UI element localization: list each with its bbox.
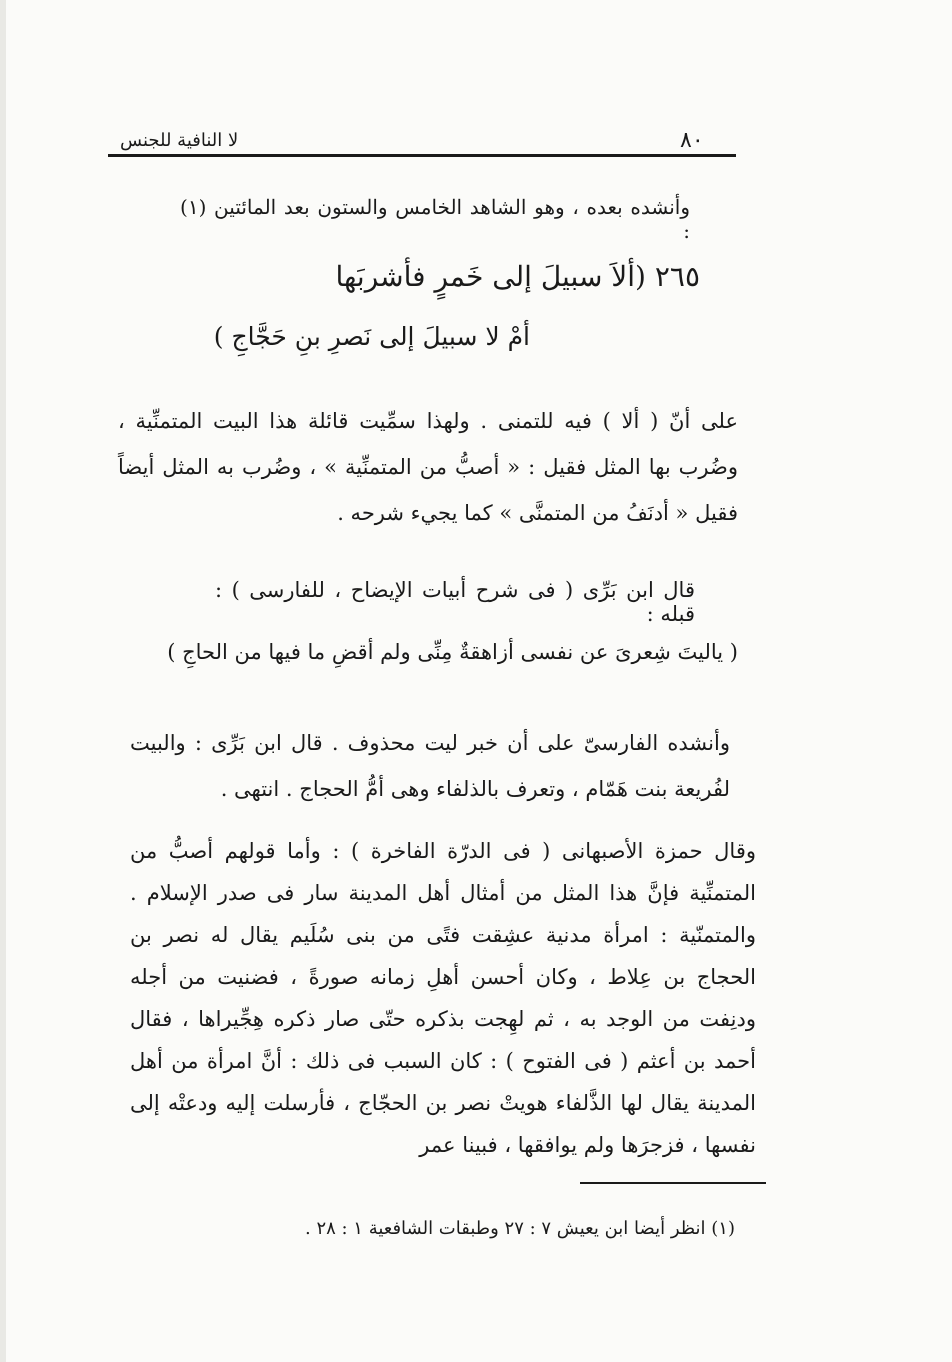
header-divider [108, 154, 736, 157]
commentary-paragraph-3: وأنشده الفارسىّ على أن خبر ليت محذوف . قال ابن بَرِّى : والبيت لفُريعة بنت هَمّام ، وتعرف بالذلفاء وهى أمُّ الحجاج . انتهى . [130, 731, 730, 801]
page-edge-shadow [0, 0, 6, 1362]
running-header-title: لا النافية للجنس [120, 130, 239, 151]
page-number: ٨٠ [680, 128, 704, 153]
verse-second-hemistich: أمْ لا سبيلَ إلى نَصرِ بنِ حَجَّاجِ ) [213, 322, 530, 351]
quoted-verse: ( ياليتَ شِعرىَ عن نفسى أزاهقةٌ مِنِّى ولم أقضِ ما فيها من الحاجِ ) [167, 640, 738, 664]
verse-first-hemistich: ٢٦٥ (ألاَ سبيلَ إلى خَمرٍ فأشربَها [335, 260, 700, 293]
commentary-paragraph-4: وقال حمزة الأصبهانى ( فى الدرّة الفاخرة ) : وأما قولهم أصبُّ من المتمنِّية فإنَّ هذا المثل من أمثال أهل المدينة سار فى صدر الإسلام . والمتمنّية : امرأة مدنية عشِقت فتًى من بنى سُلَيم يقال له نصر بن الحجاج بن عِلاط ، وكان أحسن أهلِ زمانه صورةً ، فضنيت من أجله ودنِفت من الوجد به ، ثم لهِجت بذكره حتّى صار ذكره هِجِّيراها ، فقال أحمد بن أعثم ( فى الفتوح ) : كان السبب فى ذلك : أنَّ امرأة من أهل المدينة يقال لها الذَّلفاء هويتْ نصر بن الحجّاج ، فأرسلت إليه ودعتْه إلى نفسها ، فزجرَها ولم يوافقها ، فبينا عمر [130, 839, 756, 1157]
footnote-divider [580, 1182, 766, 1184]
commentary-paragraph-1: على أنّ ( ألا ) فيه للتمنى . ولهذا سمِّيت قائلة هذا البيت المتمنِّية ، وضُرب بها المثل فقيل : « أصبُّ من المتمنِّية » ، وضُرب به المثل أيضاً فقيل « أدنَفُ من المتمنَّى » كما يجيء شرحه . [118, 409, 738, 525]
intro-line: وأنشده بعده ، وهو الشاهد الخامس والستون بعد المائتين (١) : [180, 195, 690, 243]
commentary-paragraph-2: قال ابن بَرِّى ( فى شرح أبيات الإيضاح ، للفارسى ) : قبله : [215, 578, 695, 626]
footnote: (١) انظر أيضا ابن يعيش ٧ : ٢٧ وطبقات الشافعية ١ : ٢٨ . [304, 1218, 735, 1239]
